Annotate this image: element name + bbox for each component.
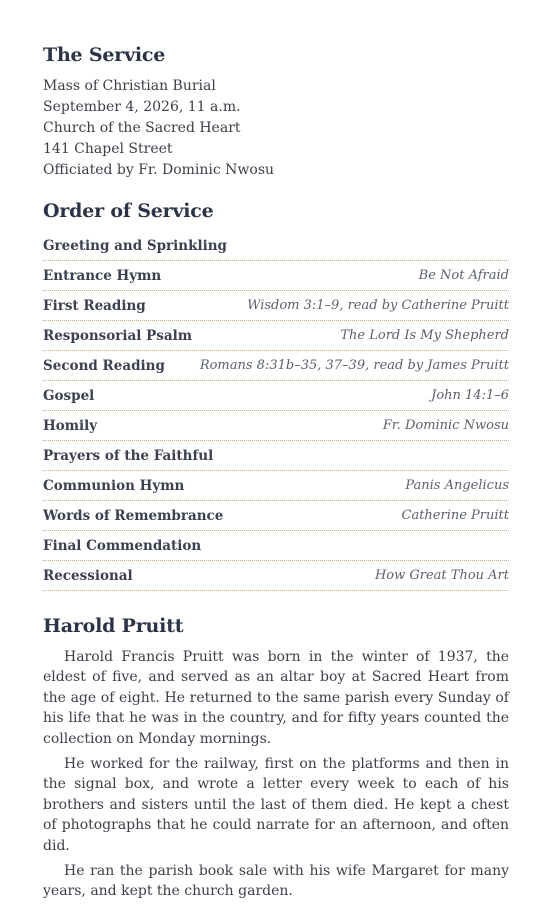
bio-paragraph: Harold Francis Pruitt was born in the winter of 1937, the eldest of five, and served as an altar boy at Sacred Heart from the age of eight. He returned to the same parish every Sunday of his life that he was in the country, and for fifty years counted the collection on Monday mornings. bbox=[43, 649, 509, 747]
order-label: Homily bbox=[43, 417, 98, 434]
order-detail: Romans 8:31b–35, 37–39, read by James Pruitt bbox=[199, 358, 509, 373]
service-date: September 4, 2026, 11 a.m. bbox=[43, 99, 241, 115]
service-heading: The Service bbox=[43, 44, 166, 66]
order-label: Entrance Hymn bbox=[43, 267, 162, 284]
order-label: Recessional bbox=[43, 567, 133, 584]
service-section bbox=[43, 40, 509, 181]
order-label: Prayers of the Faithful bbox=[43, 447, 214, 464]
order-detail: Panis Angelicus bbox=[405, 478, 509, 493]
order-label: Words of Remembrance bbox=[43, 507, 224, 524]
order-detail: Catherine Pruitt bbox=[401, 508, 509, 523]
service-officiant: Officiated by Fr. Dominic Nwosu bbox=[43, 162, 275, 178]
order-detail: How Great Thou Art bbox=[374, 568, 509, 583]
order-row-communion-hymn bbox=[43, 471, 509, 501]
order-row-homily bbox=[43, 411, 509, 441]
order-detail: Be Not Afraid bbox=[418, 268, 509, 283]
order-row-recessional bbox=[43, 561, 509, 591]
order-list bbox=[43, 231, 509, 591]
bio-section bbox=[43, 611, 509, 902]
service-type: Mass of Christian Burial bbox=[43, 78, 216, 94]
order-label: Greeting and Sprinkling bbox=[43, 237, 227, 254]
bio-heading: Harold Pruitt bbox=[43, 615, 184, 637]
service-address: 141 Chapel Street bbox=[43, 141, 173, 157]
memorial-program bbox=[43, 40, 509, 907]
order-heading: Order of Service bbox=[43, 200, 214, 222]
order-row-prayers bbox=[43, 441, 509, 471]
order-detail: John 14:1–6 bbox=[431, 388, 509, 403]
order-row-greeting bbox=[43, 231, 509, 261]
bio-paragraph: He worked for the railway, first on the platforms and then in the signal box, and wrote a letter every week to each of his brothers and sisters until the last of them died. He kept a chest of photographs that he could narrate for an afternoon, and often did. bbox=[43, 756, 509, 854]
order-row-gospel bbox=[43, 381, 509, 411]
order-section bbox=[43, 196, 509, 591]
order-detail: Wisdom 3:1–9, read by Catherine Pruitt bbox=[247, 298, 509, 313]
order-row-psalm bbox=[43, 321, 509, 351]
order-label: Second Reading bbox=[43, 357, 165, 374]
order-row-second-reading bbox=[43, 351, 509, 381]
order-row-entrance-hymn bbox=[43, 261, 509, 291]
order-label: Communion Hymn bbox=[43, 477, 185, 494]
order-detail: Fr. Dominic Nwosu bbox=[382, 418, 509, 433]
bio-paragraph: He ran the parish book sale with his wife Margaret for many years, and kept the church garden. bbox=[43, 863, 509, 900]
order-label: Gospel bbox=[43, 387, 95, 404]
order-detail: The Lord Is My Shepherd bbox=[340, 328, 509, 343]
order-label: Responsorial Psalm bbox=[43, 327, 193, 344]
order-row-commendation bbox=[43, 531, 509, 561]
order-label: First Reading bbox=[43, 297, 146, 314]
bio-text bbox=[43, 647, 509, 902]
service-venue: Church of the Sacred Heart bbox=[43, 120, 241, 136]
order-row-first-reading bbox=[43, 291, 509, 321]
order-row-remembrance bbox=[43, 501, 509, 531]
order-label: Final Commendation bbox=[43, 537, 202, 554]
service-details bbox=[43, 76, 509, 181]
